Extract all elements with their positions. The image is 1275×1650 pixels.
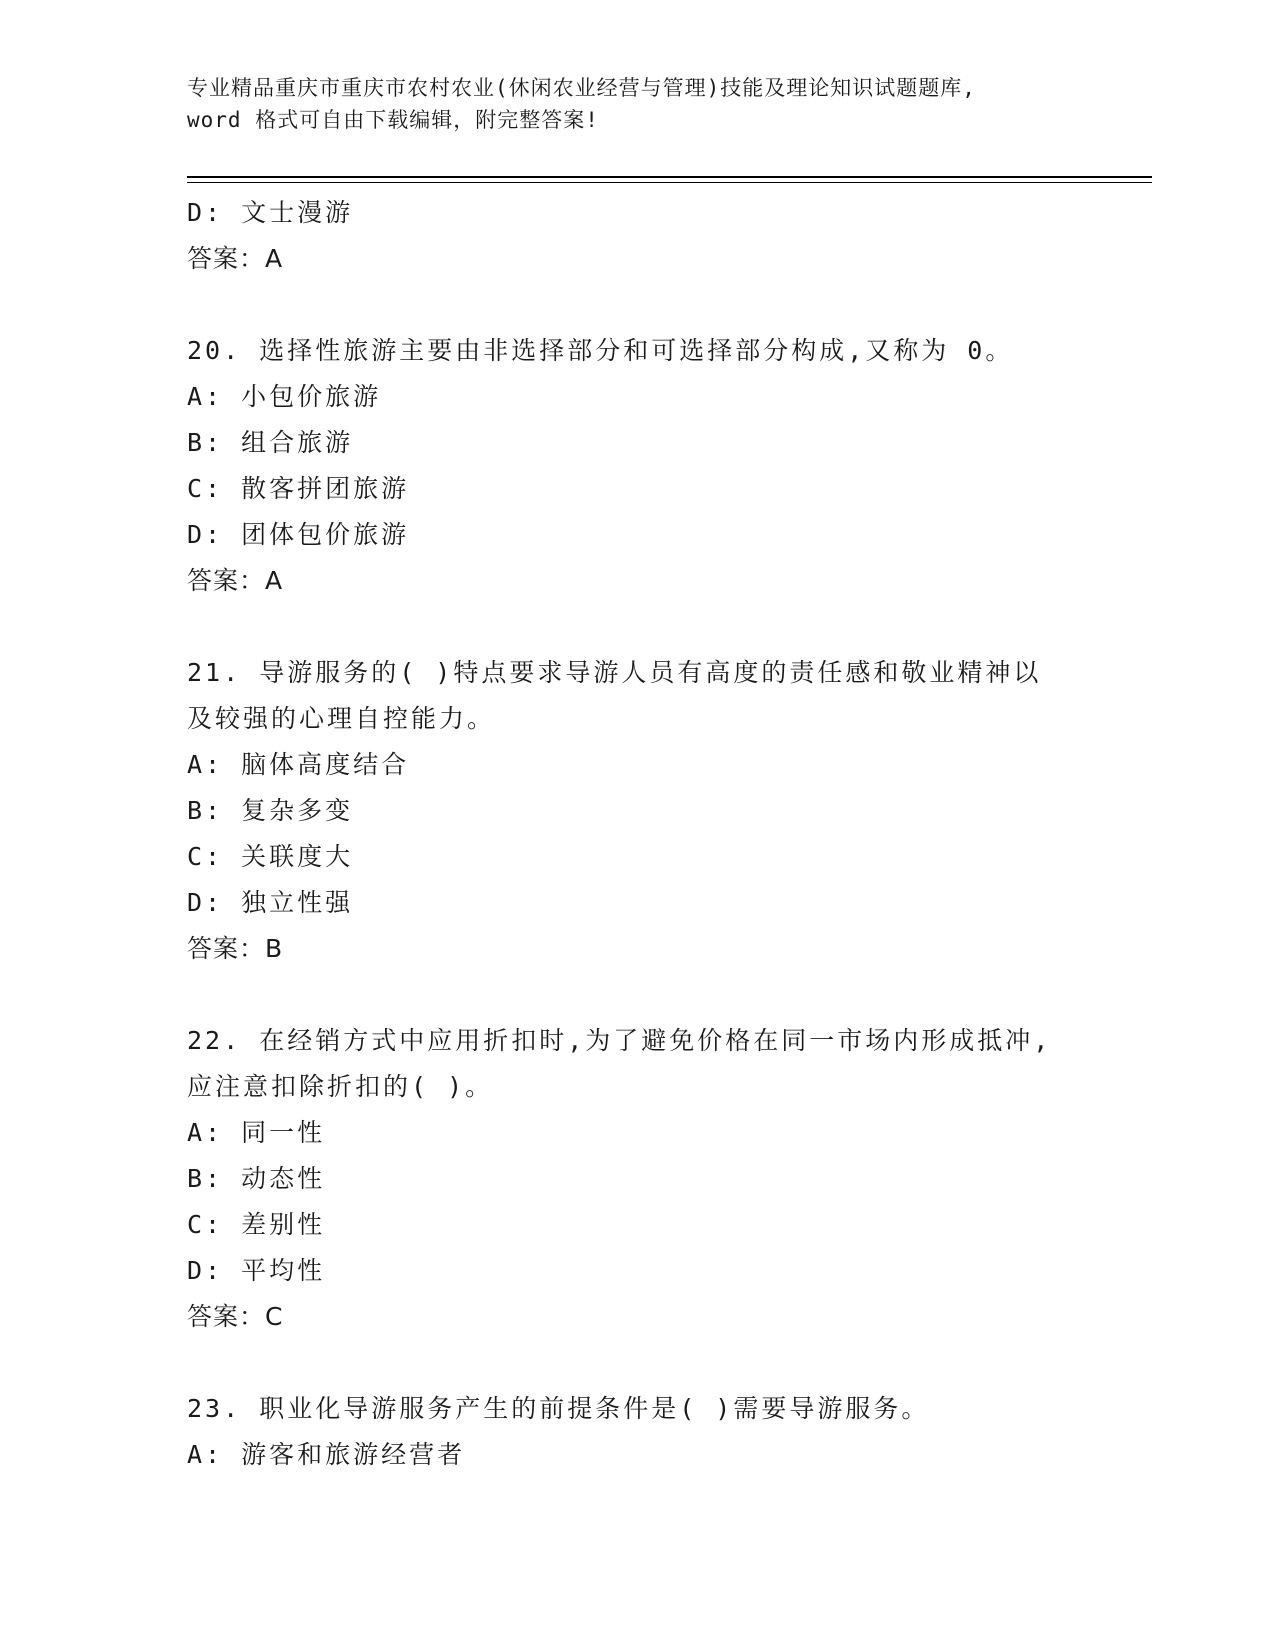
question-21-option-a: A: 脑体高度结合 <box>187 750 410 779</box>
question-20 <box>187 328 1087 604</box>
spacer <box>187 282 1087 328</box>
question-21 <box>187 650 1087 972</box>
prev-answer: 答案：A <box>187 244 284 273</box>
header-rule-thick <box>187 176 1152 178</box>
question-23 <box>187 1386 1087 1478</box>
question-21-option-c: C: 关联度大 <box>187 842 354 871</box>
question-20-answer: 答案：A <box>187 566 284 595</box>
question-21-stem-line-1: 21. 导游服务的( )特点要求导游人员有高度的责任感和敬业精神以 <box>187 658 1042 687</box>
question-22-stem-line-2: 应注意扣除折扣的( )。 <box>187 1072 494 1101</box>
prev-option-d: D: 文士漫游 <box>187 198 354 227</box>
question-20-stem: 20. 选择性旅游主要由非选择部分和可选择部分构成,又称为 0。 <box>187 336 1014 365</box>
question-21-answer: 答案：B <box>187 934 284 963</box>
question-22-option-d: D: 平均性 <box>187 1256 326 1285</box>
spacer <box>187 604 1087 650</box>
question-22 <box>187 1018 1087 1340</box>
question-22-stem-line-1: 22. 在经销方式中应用折扣时,为了避免价格在同一市场内形成抵冲, <box>187 1026 1052 1055</box>
question-23-stem: 23. 职业化导游服务产生的前提条件是( )需要导游服务。 <box>187 1394 930 1423</box>
question-20-option-c: C: 散客拼团旅游 <box>187 474 410 503</box>
spacer <box>187 972 1087 1018</box>
header-rule-thin <box>187 182 1152 183</box>
spacer <box>187 1340 1087 1386</box>
question-20-option-b: B: 组合旅游 <box>187 428 354 457</box>
header-title-line-1: 专业精品重庆市重庆市农村农业(休闲农业经营与管理)技能及理论知识试题题库, <box>187 76 976 100</box>
question-22-option-c: C: 差别性 <box>187 1210 326 1239</box>
question-20-option-a: A: 小包价旅游 <box>187 382 382 411</box>
header-title-line-2: word 格式可自由下载编辑，附完整答案! <box>187 108 599 132</box>
question-list <box>187 190 1087 1478</box>
question-23-option-a: A: 游客和旅游经营者 <box>187 1440 466 1469</box>
question-22-answer: 答案：C <box>187 1302 284 1331</box>
question-22-option-a: A: 同一性 <box>187 1118 326 1147</box>
question-22-option-b: B: 动态性 <box>187 1164 326 1193</box>
question-21-option-d: D: 独立性强 <box>187 888 354 917</box>
question-21-stem-line-2: 及较强的心理自控能力。 <box>187 704 496 733</box>
document-header <box>187 72 1087 136</box>
question-21-option-b: B: 复杂多变 <box>187 796 354 825</box>
question-20-option-d: D: 团体包价旅游 <box>187 520 410 549</box>
